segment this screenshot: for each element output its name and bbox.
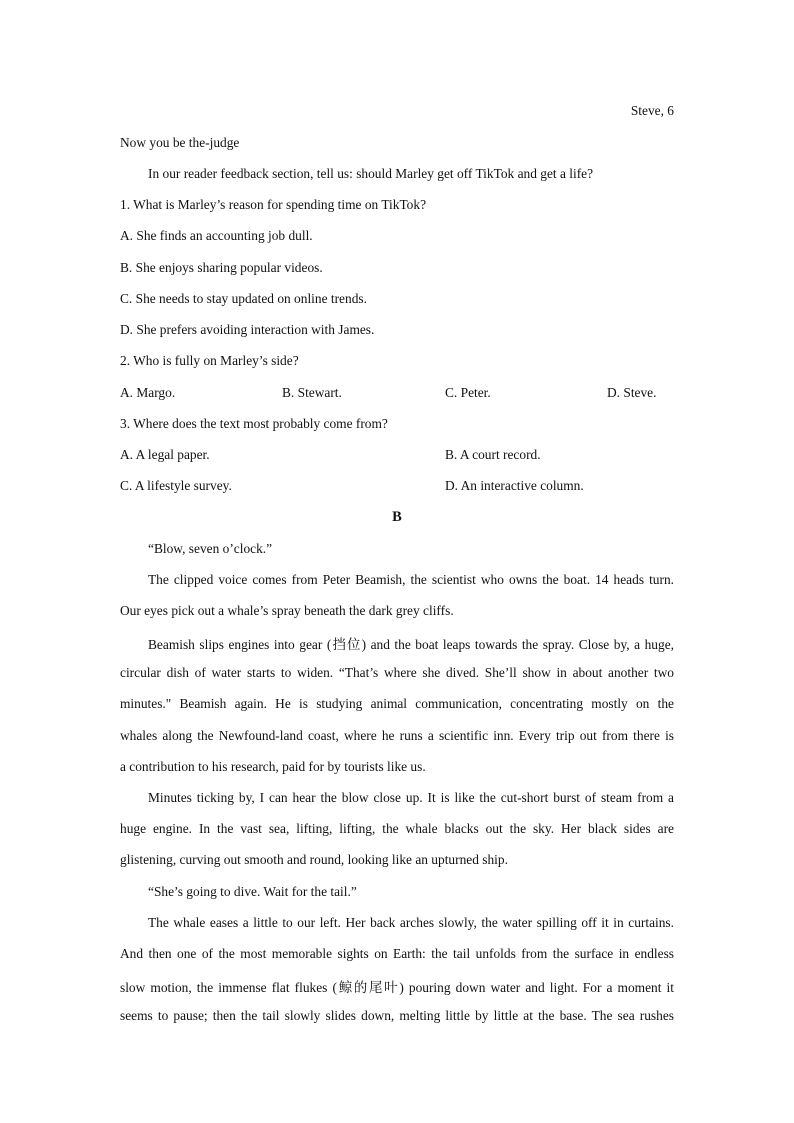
passage-line: huge engine. In the vast sea, lifting, lifting, the whale blacks out the sky. Her black sides are [120, 821, 674, 836]
question-3-option-c: C. A lifestyle survey. [120, 478, 232, 493]
passage-line: The whale eases a little to our left. Her back arches slowly, the water spilling off it in curtains. [148, 915, 674, 930]
question-1-option-c: C. She needs to stay updated on online trends. [120, 291, 367, 306]
passage-line: Our eyes pick out a whale’s spray beneath the dark grey cliffs. [120, 603, 454, 618]
passage-line: “Blow, seven o’clock.” [148, 541, 273, 556]
question-1-option-b: B. She enjoys sharing popular videos. [120, 260, 323, 275]
passage-line: minutes." Beamish again. He is studying animal communication, concentrating mostly on the [120, 696, 674, 711]
passage-b-label: B [392, 509, 402, 525]
question-2-option-c: C. Peter. [445, 385, 491, 400]
passage-line: slow motion, the immense flat flukes (鲸的尾叶) pouring down water and light. For a moment it [120, 980, 674, 995]
passage-line: whales along the Newfound-land coast, where he runs a scientific inn. Every trip out from there is [120, 728, 674, 743]
question-2-option-d: D. Steve. [607, 385, 657, 400]
passage-line: a contribution to his research, paid for by tourists like us. [120, 759, 426, 774]
passage-line: glistening, curving out smooth and round, looking like an upturned ship. [120, 852, 508, 867]
passage-line: And then one of the most memorable sights on Earth: the tail unfolds from the surface in endless [120, 946, 674, 961]
question-2-option-a: A. Margo. [120, 385, 176, 400]
question-2-option-b: B. Stewart. [282, 385, 342, 400]
question-3-option-a: A. A legal paper. [120, 447, 210, 462]
passage-line: Minutes ticking by, I can hear the blow close up. It is like the cut-short burst of steam from a [148, 790, 674, 805]
passage-line: Beamish slips engines into gear (挡位) and the boat leaps towards the spray. Close by, a huge, [148, 637, 674, 652]
question-1-option-a: A. She finds an accounting job dull. [120, 228, 313, 243]
passage-line: circular dish of water starts to widen. “That’s where she dived. She’ll show in about another two [120, 665, 674, 680]
passage-line: The clipped voice comes from Peter Beamish, the scientist who owns the boat. 14 heads turn. [148, 572, 674, 587]
signature: Steve, 6 [630, 103, 674, 118]
section-intro: In our reader feedback section, tell us: should Marley get off TikTok and get a life? [148, 166, 594, 181]
question-3-option-d: D. An interactive column. [445, 478, 584, 493]
passage-line: “She’s going to dive. Wait for the tail.” [148, 884, 357, 899]
passage-line: seems to pause; then the tail slowly slides down, melting little by little at the base. The sea rushes [120, 1008, 674, 1023]
question-3-option-b: B. A court record. [445, 447, 541, 462]
section-heading: Now you be the-judge [120, 135, 240, 150]
question-1-option-d: D. She prefers avoiding interaction with James. [120, 322, 375, 337]
question-1-stem: 1. What is Marley’s reason for spending time on TikTok? [120, 197, 427, 212]
question-2-stem: 2. Who is fully on Marley’s side? [120, 353, 299, 368]
question-3-stem: 3. Where does the text most probably come from? [120, 416, 388, 431]
